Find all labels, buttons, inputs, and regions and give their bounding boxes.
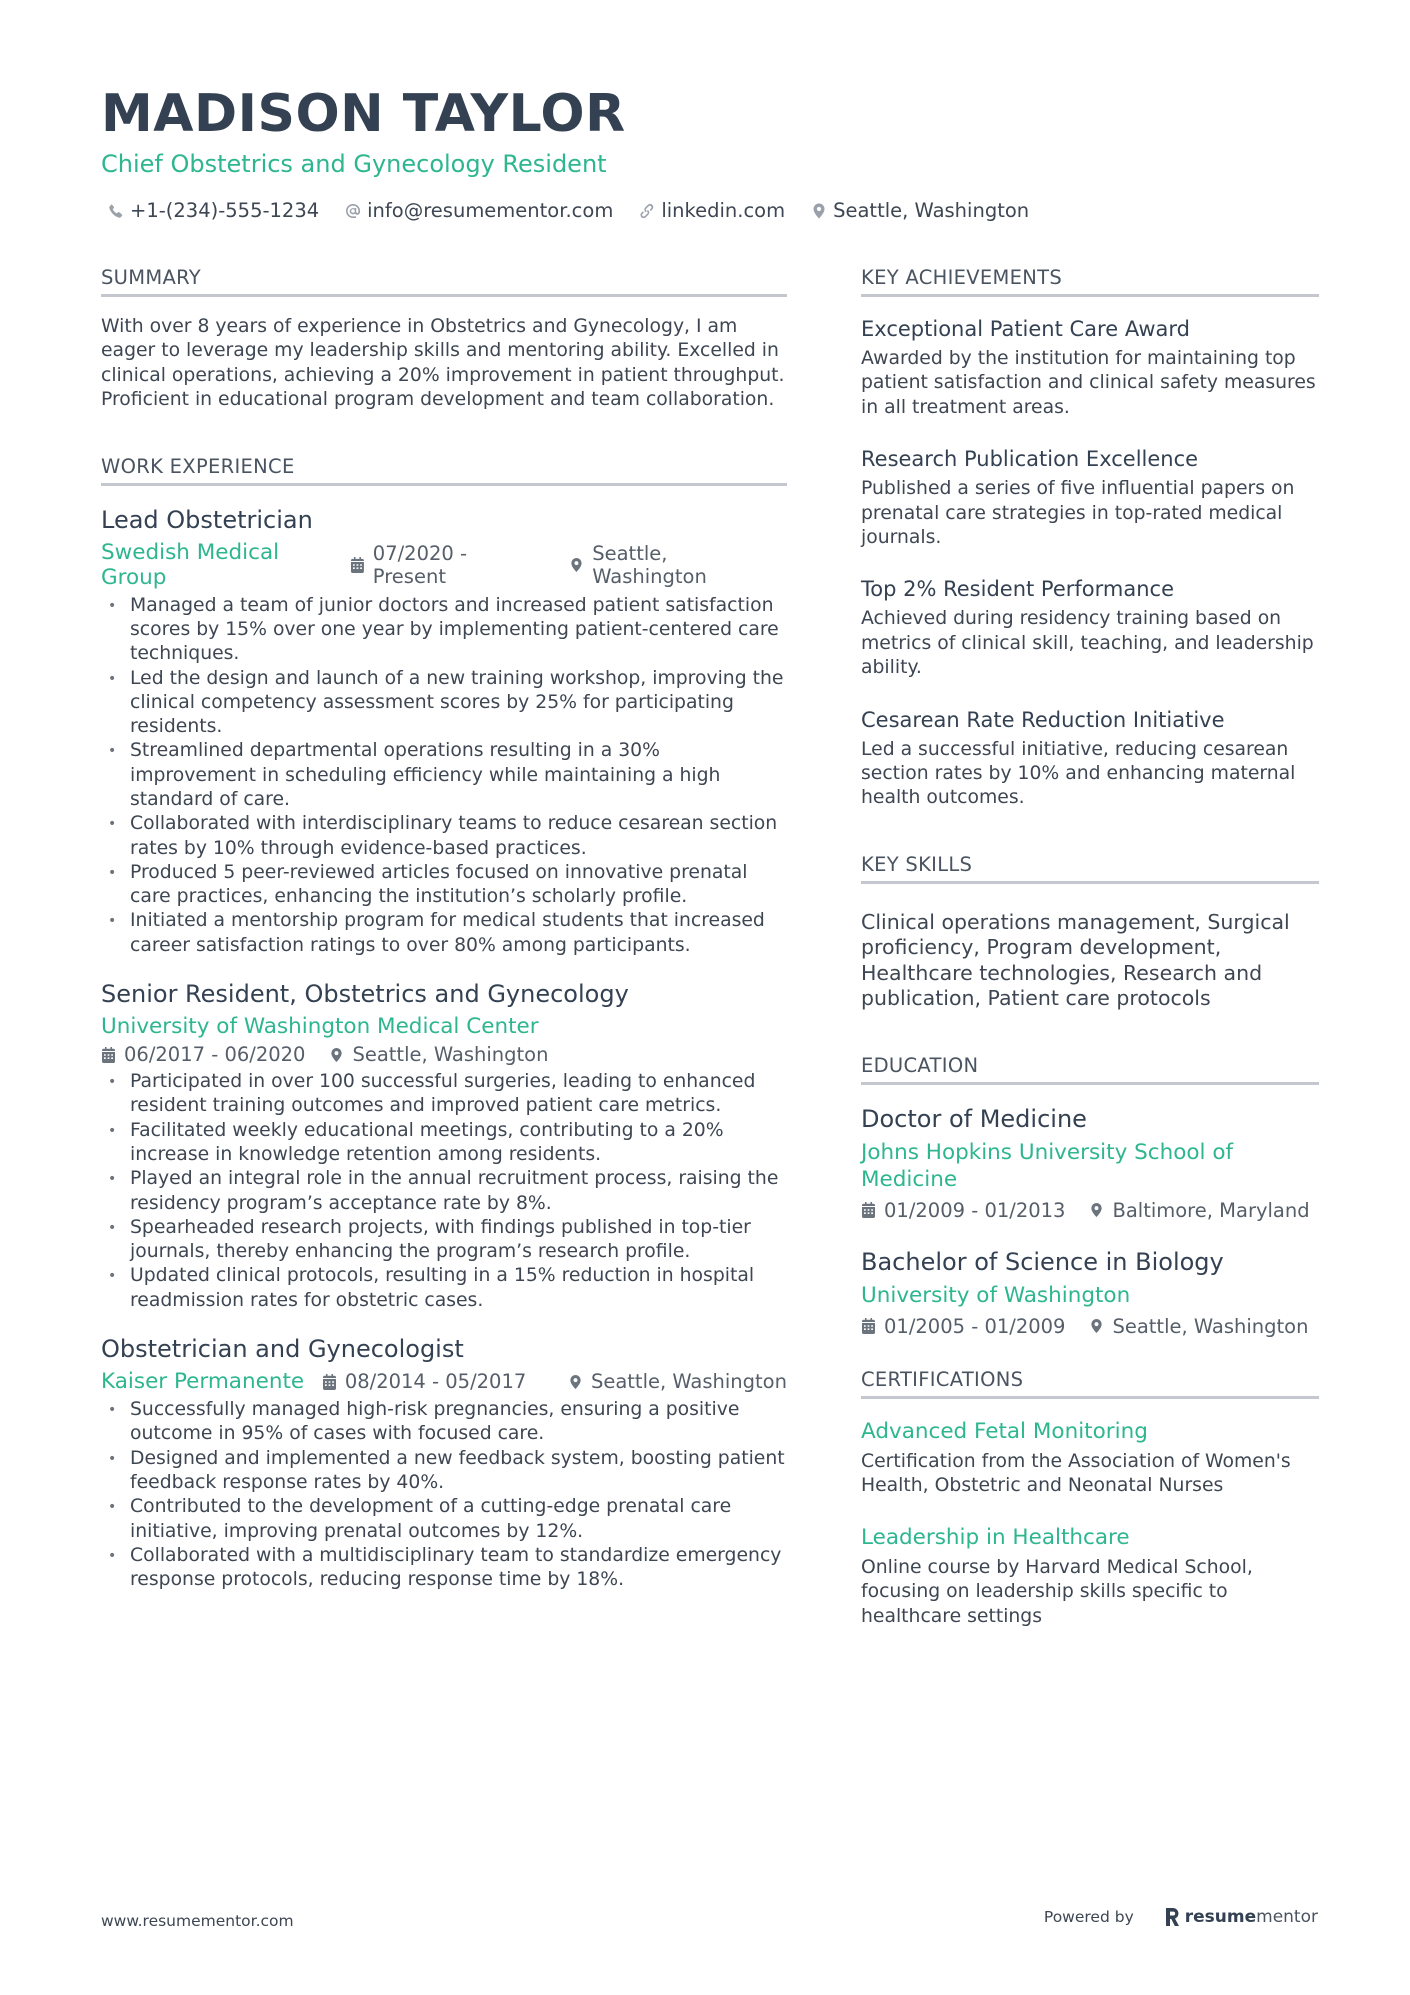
education-location	[1089, 1315, 1308, 1338]
achievements-section	[861, 266, 1319, 811]
achievement-item	[861, 708, 1319, 811]
at-sign-icon	[345, 203, 361, 219]
job-entry	[101, 980, 787, 1313]
achievement-text: Awarded by the institution for maintaining top patient satisfaction and clinical safety measures in all treatment areas.	[861, 348, 1316, 418]
resumementor-logo[interactable]	[1164, 1907, 1318, 1927]
job-bullet: • Successfully managed high-risk pregnancies, ensuring a positive outcome in 95% of cases with focused care.	[101, 1398, 787, 1447]
left-column	[101, 266, 787, 1612]
job-bullet: • Streamlined departmental operations resulting in a 30% improvement in scheduling efficiency while maintaining a high standard of care.	[101, 739, 787, 812]
education-dates	[861, 1199, 1065, 1222]
degree-title: Doctor of Medicine	[861, 1104, 1087, 1133]
linkedin-text: linkedin.com	[661, 199, 786, 222]
education-location-text: Seattle, Washington	[1112, 1314, 1309, 1338]
achievement-title: Cesarean Rate Reduction Initiative	[861, 707, 1225, 732]
calendar-icon	[101, 1047, 116, 1063]
job-dates-text: 08/2014 - 05/2017	[344, 1370, 527, 1394]
powered-by-text: Powered by	[1043, 1908, 1134, 1926]
job-bullet: • Collaborated with a multidisciplinary team to standardize emergency response protocols, reducing response time by 18%.	[101, 1544, 787, 1593]
contact-bar	[108, 199, 1055, 222]
email-text: info@resumementor.com	[367, 199, 614, 222]
job-dates	[101, 1043, 305, 1066]
certification-text: Certification from the Association of Women's Health, Obstetric and Neonatal Nurses	[861, 1450, 1291, 1497]
certification-title: Leadership in Healthcare	[861, 1524, 1130, 1550]
achievement-text: Led a successful initiative, reducing cesarean section rates by 10% and enhancing maternal health outcomes.	[861, 738, 1296, 809]
job-bullet: • Participated in over 100 successful surgeries, leading to enhanced resident training outcomes and improved patient care metrics.	[101, 1070, 787, 1119]
achievement-item	[861, 447, 1319, 550]
job-bullet: • Contributed to the development of a cutting-edge prenatal care initiative, improving prenatal outcomes by 12%.	[101, 1495, 787, 1544]
job-title: Lead Obstetrician	[101, 505, 313, 534]
job-meta	[101, 540, 787, 590]
certification-text: Online course by Harvard Medical School, focusing on leadership skills specific to healthcare settings	[861, 1556, 1253, 1627]
calendar-icon	[861, 1202, 876, 1218]
skills-text: Clinical operations management, Surgical proficiency, Program development, Healthcare technologies, Research and publication, Patient care protocols	[861, 909, 1290, 1011]
education-location	[1089, 1199, 1309, 1222]
job-bullet: • Initiated a mentorship program for medical students that increased career satisfaction ratings to over 80% among participants.	[101, 909, 787, 958]
calendar-icon	[322, 1374, 337, 1390]
achievement-title: Exceptional Patient Care Award	[861, 317, 1190, 341]
certification-title: Advanced Fetal Monitoring	[861, 1418, 1148, 1444]
contact-email[interactable]	[345, 199, 613, 222]
education-meta	[861, 1315, 1319, 1338]
map-pin-icon	[1089, 1318, 1104, 1334]
degree-title: Bachelor of Science in Biology	[861, 1247, 1224, 1276]
phone-icon	[108, 203, 124, 219]
job-location	[568, 1370, 787, 1393]
education-heading: EDUCATION	[861, 1054, 1319, 1085]
job-title: Obstetrician and Gynecologist	[101, 1335, 464, 1364]
calendar-icon	[861, 1318, 876, 1334]
certifications-section	[861, 1368, 1319, 1629]
job-bullet: • Led the design and launch of a new training workshop, improving the clinical competency assessment scores by 25% for participating residents.	[101, 667, 787, 740]
contact-linkedin[interactable]	[639, 199, 785, 222]
contact-phone[interactable]	[108, 199, 319, 222]
job-dates-text: 06/2017 - 06/2020	[124, 1043, 306, 1067]
job-location	[329, 1043, 548, 1066]
job-location	[569, 542, 787, 588]
candidate-name: MADISON TAYLOR	[101, 84, 626, 144]
map-pin-icon	[569, 557, 584, 573]
candidate-role: Chief Obstetrics and Gynecology Resident	[101, 150, 607, 178]
job-bullet: • Facilitated weekly educational meetings, contributing to a 20% increase in knowledge retention among residents.	[101, 1119, 787, 1168]
link-icon	[639, 203, 655, 219]
calendar-icon	[350, 557, 365, 573]
job-bullet: • Managed a team of junior doctors and increased patient satisfaction scores by 15% over one year by implementing patient-centered care techniques.	[101, 594, 787, 667]
company-name: University of Washington Medical Center	[101, 1014, 539, 1040]
phone-text: +1-(234)-555-1234	[130, 199, 320, 222]
map-pin-icon	[811, 203, 827, 219]
job-meta	[101, 1043, 787, 1066]
certification-item	[861, 1525, 1319, 1629]
map-pin-icon	[568, 1374, 583, 1390]
brand-bold: resume	[1184, 1907, 1257, 1927]
job-dates-text: 07/2020 - Present	[372, 541, 468, 588]
education-dates-text: 01/2005 - 01/2009	[884, 1314, 1066, 1338]
company-name: Swedish Medical Group	[101, 539, 280, 590]
skills-section	[861, 853, 1319, 1012]
company-row	[101, 1014, 787, 1039]
resumementor-logo-icon	[1164, 1907, 1180, 1927]
job-bullets	[101, 1070, 787, 1313]
achievement-title: Top 2% Resident Performance	[861, 577, 1174, 602]
education-meta	[861, 1199, 1319, 1222]
education-section	[861, 1054, 1319, 1338]
job-location-text: Seattle, Washington	[590, 1370, 787, 1394]
certification-item	[861, 1419, 1319, 1499]
company-name: Kaiser Permanente	[101, 1369, 305, 1395]
job-dates	[322, 1370, 526, 1393]
job-dates	[350, 542, 545, 588]
location-text: Seattle, Washington	[833, 199, 1030, 222]
summary-section	[101, 266, 787, 413]
job-bullets	[101, 594, 787, 958]
summary-text: With over 8 years of experience in Obstetrics and Gynecology, I am eager to leverage my leadership skills and mentoring ability. Excelled in clinical operations, achieving a 20% improvement in patient throughput. Proficient in educational program development and team collaboration.	[101, 316, 785, 411]
footer-branding	[1044, 1907, 1318, 1927]
achievements-heading: KEY ACHIEVEMENTS	[861, 266, 1319, 297]
job-location-text: Seattle, Washington	[592, 541, 707, 588]
map-pin-icon	[329, 1047, 344, 1063]
job-bullets	[101, 1398, 787, 1592]
right-column	[861, 266, 1319, 1655]
job-bullet: • Spearheaded research projects, with findings published in top-tier journals, thereby enhancing the program’s research profile.	[101, 1216, 787, 1265]
achievement-item	[861, 577, 1319, 680]
job-bullet: • Played an integral role in the annual recruitment process, raising the residency program’s acceptance rate by 8%.	[101, 1167, 787, 1216]
experience-heading: WORK EXPERIENCE	[101, 455, 787, 486]
school-name: University of Washington	[861, 1282, 1131, 1308]
footer-website[interactable]: www.resumementor.com	[101, 1912, 294, 1930]
achievement-item	[861, 317, 1319, 420]
job-bullet: • Collaborated with interdisciplinary teams to reduce cesarean section rates by 10% through evidence-based practices.	[101, 812, 787, 861]
education-location-text: Baltimore, Maryland	[1112, 1198, 1310, 1222]
education-dates	[861, 1315, 1065, 1338]
education-item	[861, 1248, 1319, 1338]
certifications-heading: CERTIFICATIONS	[861, 1368, 1319, 1399]
achievement-title: Research Publication Excellence	[861, 447, 1199, 472]
school-name: Johns Hopkins University School of Medicine	[861, 1139, 1234, 1192]
job-bullet: • Updated clinical protocols, resulting in a 15% reduction in hospital readmission rates for obstetric cases.	[101, 1264, 787, 1313]
summary-heading: SUMMARY	[101, 266, 787, 297]
job-bullet: • Designed and implemented a new feedback system, boosting patient feedback response rates by 40%.	[101, 1447, 787, 1496]
experience-section	[101, 455, 787, 1593]
job-entry	[101, 506, 787, 958]
map-pin-icon	[1089, 1202, 1104, 1218]
job-entry	[101, 1335, 787, 1592]
job-meta	[101, 1369, 787, 1394]
job-location-text: Seattle, Washington	[352, 1043, 549, 1067]
achievement-text: Achieved during residency training based on metrics of clinical skill, teaching, and leadership ability.	[861, 608, 1314, 679]
education-item	[861, 1105, 1319, 1222]
contact-location	[811, 199, 1029, 222]
achievement-text: Published a series of five influential papers on prenatal care strategies in top-rated medical journals.	[861, 478, 1295, 549]
brand-light: mentor	[1256, 1907, 1318, 1927]
job-title: Senior Resident, Obstetrics and Gynecology	[101, 980, 629, 1009]
job-bullet: • Produced 5 peer-reviewed articles focused on innovative prenatal care practices, enhancing the institution’s scholarly profile.	[101, 861, 787, 910]
skills-heading: KEY SKILLS	[861, 853, 1319, 884]
education-dates-text: 01/2009 - 01/2013	[884, 1198, 1066, 1222]
